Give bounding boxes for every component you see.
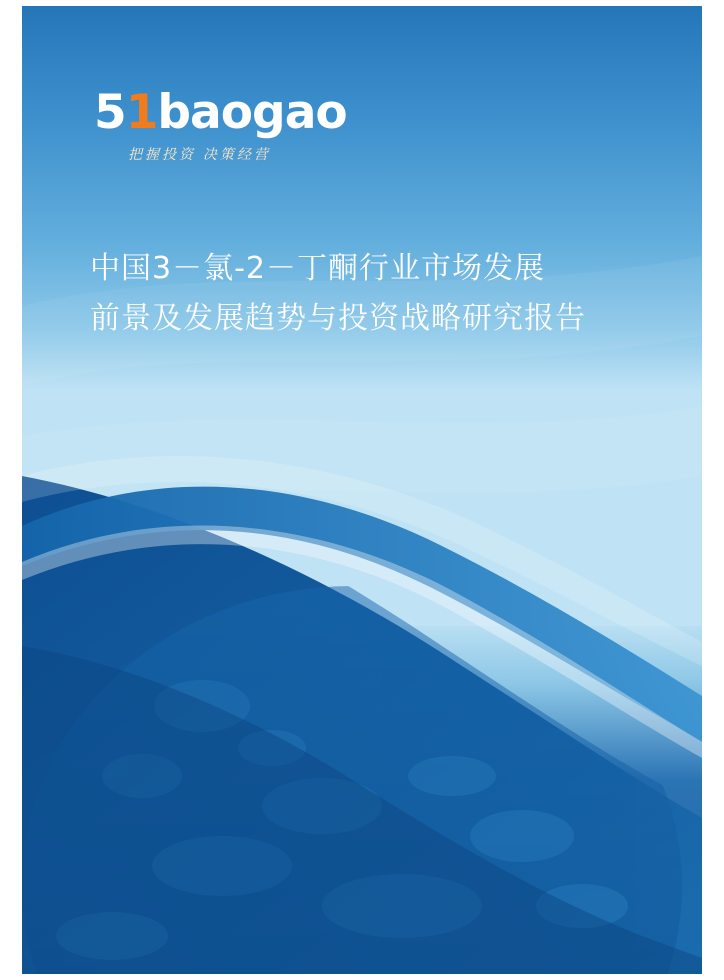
report-title-line-1: 中国3－氯-2－丁酮行业市场发展 — [90, 251, 545, 286]
logo-digit-5: 5 — [94, 85, 126, 140]
report-title — [90, 244, 650, 344]
report-cover — [22, 6, 702, 974]
logo-digit-1: 1 — [125, 85, 158, 140]
logo-word: baogao — [157, 85, 347, 140]
logo-wordmark — [94, 85, 354, 140]
company-logo — [94, 85, 354, 178]
report-title-line-2: 前景及发展趋势与投资战略研究报告 — [90, 301, 586, 336]
logo-tagline: 把握投资 决策经营 — [128, 146, 271, 162]
